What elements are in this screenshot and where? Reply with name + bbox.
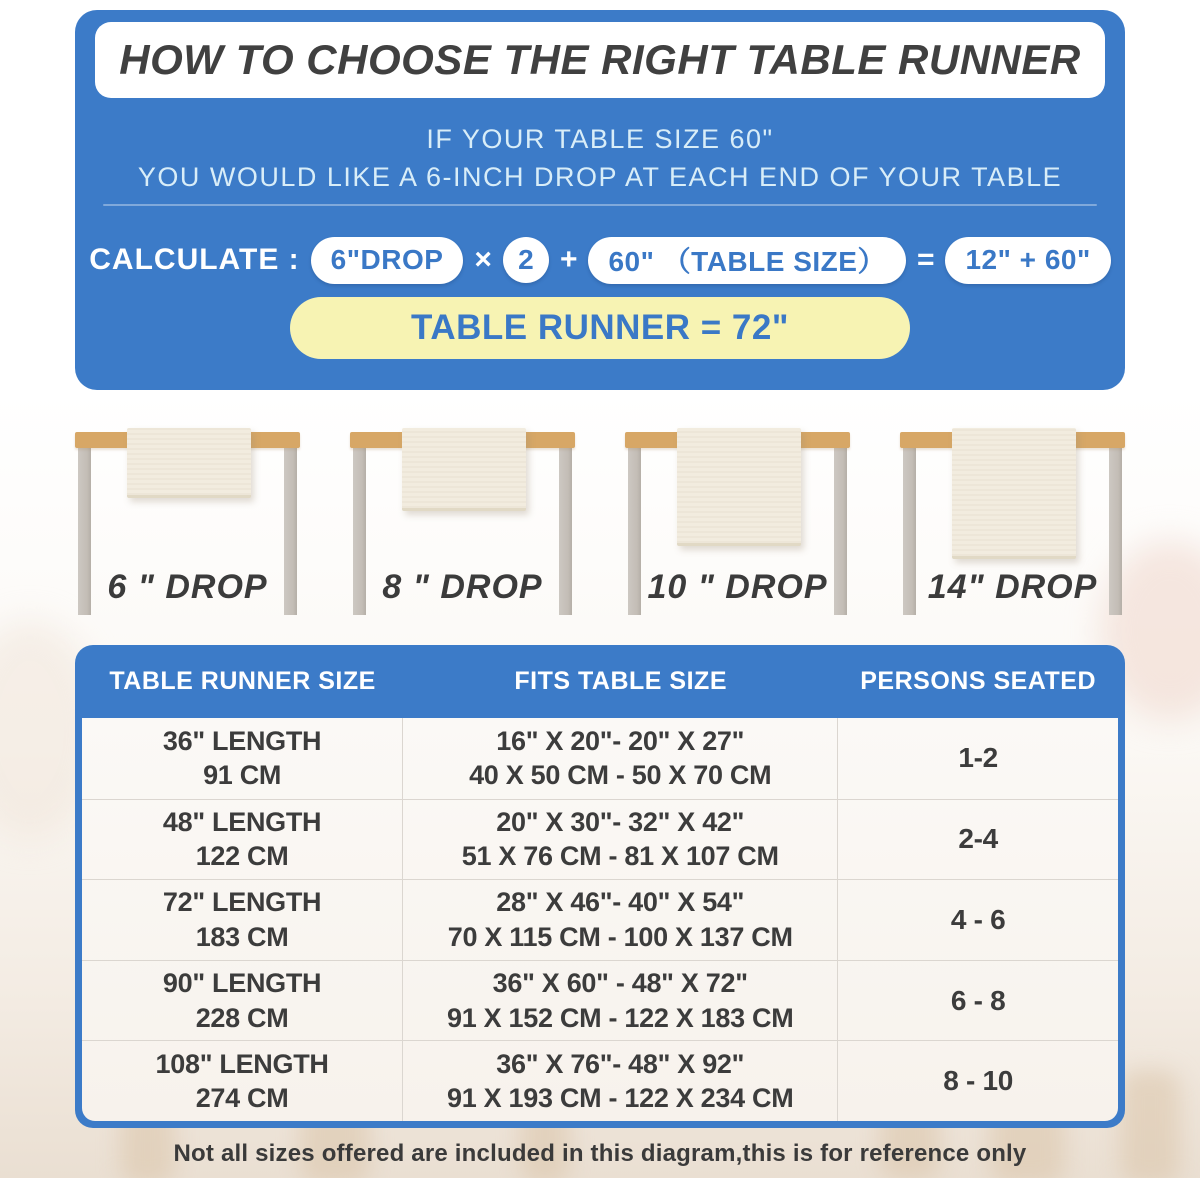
header-fits-table-size: FITS TABLE SIZE bbox=[514, 667, 727, 695]
size-chart-card bbox=[75, 645, 1125, 1128]
table-leg bbox=[284, 447, 297, 615]
table-illustration-8in bbox=[350, 425, 575, 617]
drop-value-pill: 6"DROP bbox=[311, 237, 464, 284]
table-leg bbox=[78, 447, 91, 615]
subtitle-line-1: IF YOUR TABLE SIZE 60" bbox=[426, 124, 774, 154]
table-row bbox=[82, 1040, 1118, 1121]
runner-size-cell: 108" LENGTH 274 CM bbox=[82, 1041, 403, 1121]
drop-label: 8 " DROP bbox=[382, 568, 543, 606]
title-box bbox=[95, 22, 1105, 98]
multiplier-badge: 2 bbox=[503, 237, 549, 283]
table-illustration-14in bbox=[900, 425, 1125, 617]
calculation-row bbox=[85, 236, 1115, 284]
header-runner-size: TABLE RUNNER SIZE bbox=[109, 667, 376, 695]
persons-cell: 4 - 6 bbox=[950, 904, 1006, 936]
persons-cell: 1-2 bbox=[958, 742, 998, 774]
runner-size-cell: 72" LENGTH 183 CM bbox=[82, 880, 403, 960]
fits-size-cell: 36" X 60" - 48" X 72" 91 X 152 CM - 122 X 183 CM bbox=[403, 961, 838, 1041]
fits-size-cell: 36" X 76"- 48" X 92" 91 X 193 CM - 122 X 234 CM bbox=[403, 1041, 838, 1121]
runner-drape bbox=[677, 428, 801, 546]
page-title: HOW TO CHOOSE THE RIGHT TABLE RUNNER bbox=[119, 36, 1081, 83]
table-leg bbox=[903, 447, 916, 615]
header-persons-seated: PERSONS SEATED bbox=[860, 667, 1096, 695]
table-leg bbox=[1109, 447, 1122, 615]
equals-sign: = bbox=[916, 243, 935, 276]
footer-note: Not all sizes offered are included in this diagram,this is for reference only bbox=[173, 1140, 1027, 1167]
runner-size-cell: 36" LENGTH 91 CM bbox=[82, 718, 403, 799]
subtitle-line-2: YOU WOULD LIKE A 6-INCH DROP AT EACH END OF YOUR TABLE bbox=[137, 162, 1063, 192]
table-row bbox=[82, 718, 1118, 799]
persons-cell: 6 - 8 bbox=[950, 984, 1006, 1016]
sum-pill: 12" + 60" bbox=[945, 237, 1110, 284]
table-illustration-10in bbox=[625, 425, 850, 617]
table-size-pill: 60" （TABLE SIZE） bbox=[588, 237, 905, 284]
fits-size-cell: 20" X 30"- 32" X 42" 51 X 76 CM - 81 X 107 CM bbox=[403, 800, 838, 880]
size-chart-body bbox=[82, 718, 1118, 1121]
table-illustration-6in bbox=[75, 425, 300, 617]
persons-cell: 2-4 bbox=[958, 823, 998, 855]
table-leg bbox=[559, 447, 572, 615]
drop-label: 14" DROP bbox=[927, 568, 1098, 606]
runner-drape bbox=[402, 428, 526, 511]
table-leg bbox=[353, 447, 366, 615]
size-chart-header bbox=[82, 645, 1118, 718]
fits-size-cell: 16" X 20"- 20" X 27" 40 X 50 CM - 50 X 70 CM bbox=[403, 718, 838, 799]
plus-sign: + bbox=[559, 243, 578, 276]
runner-total-pill: TABLE RUNNER = 72" bbox=[290, 297, 910, 359]
runner-size-cell: 90" LENGTH 228 CM bbox=[82, 961, 403, 1041]
table-row bbox=[82, 799, 1118, 880]
drop-examples-row bbox=[75, 425, 1125, 617]
runner-drape bbox=[127, 428, 251, 498]
persons-cell: 8 - 10 bbox=[943, 1065, 1014, 1097]
fits-size-cell: 28" X 46"- 40" X 54" 70 X 115 CM - 100 X 137 CM bbox=[403, 880, 838, 960]
table-row bbox=[82, 960, 1118, 1041]
multiply-sign: × bbox=[474, 243, 492, 276]
drop-label: 6 " DROP bbox=[107, 568, 268, 606]
hero-card bbox=[75, 10, 1125, 390]
table-row bbox=[82, 879, 1118, 960]
drop-label: 10 " DROP bbox=[647, 568, 828, 606]
table-leg bbox=[628, 447, 641, 615]
table-leg bbox=[834, 447, 847, 615]
runner-drape bbox=[952, 428, 1076, 559]
runner-size-cell: 48" LENGTH 122 CM bbox=[82, 800, 403, 880]
calculate-label: CALCULATE : bbox=[89, 243, 300, 276]
divider bbox=[103, 204, 1097, 206]
